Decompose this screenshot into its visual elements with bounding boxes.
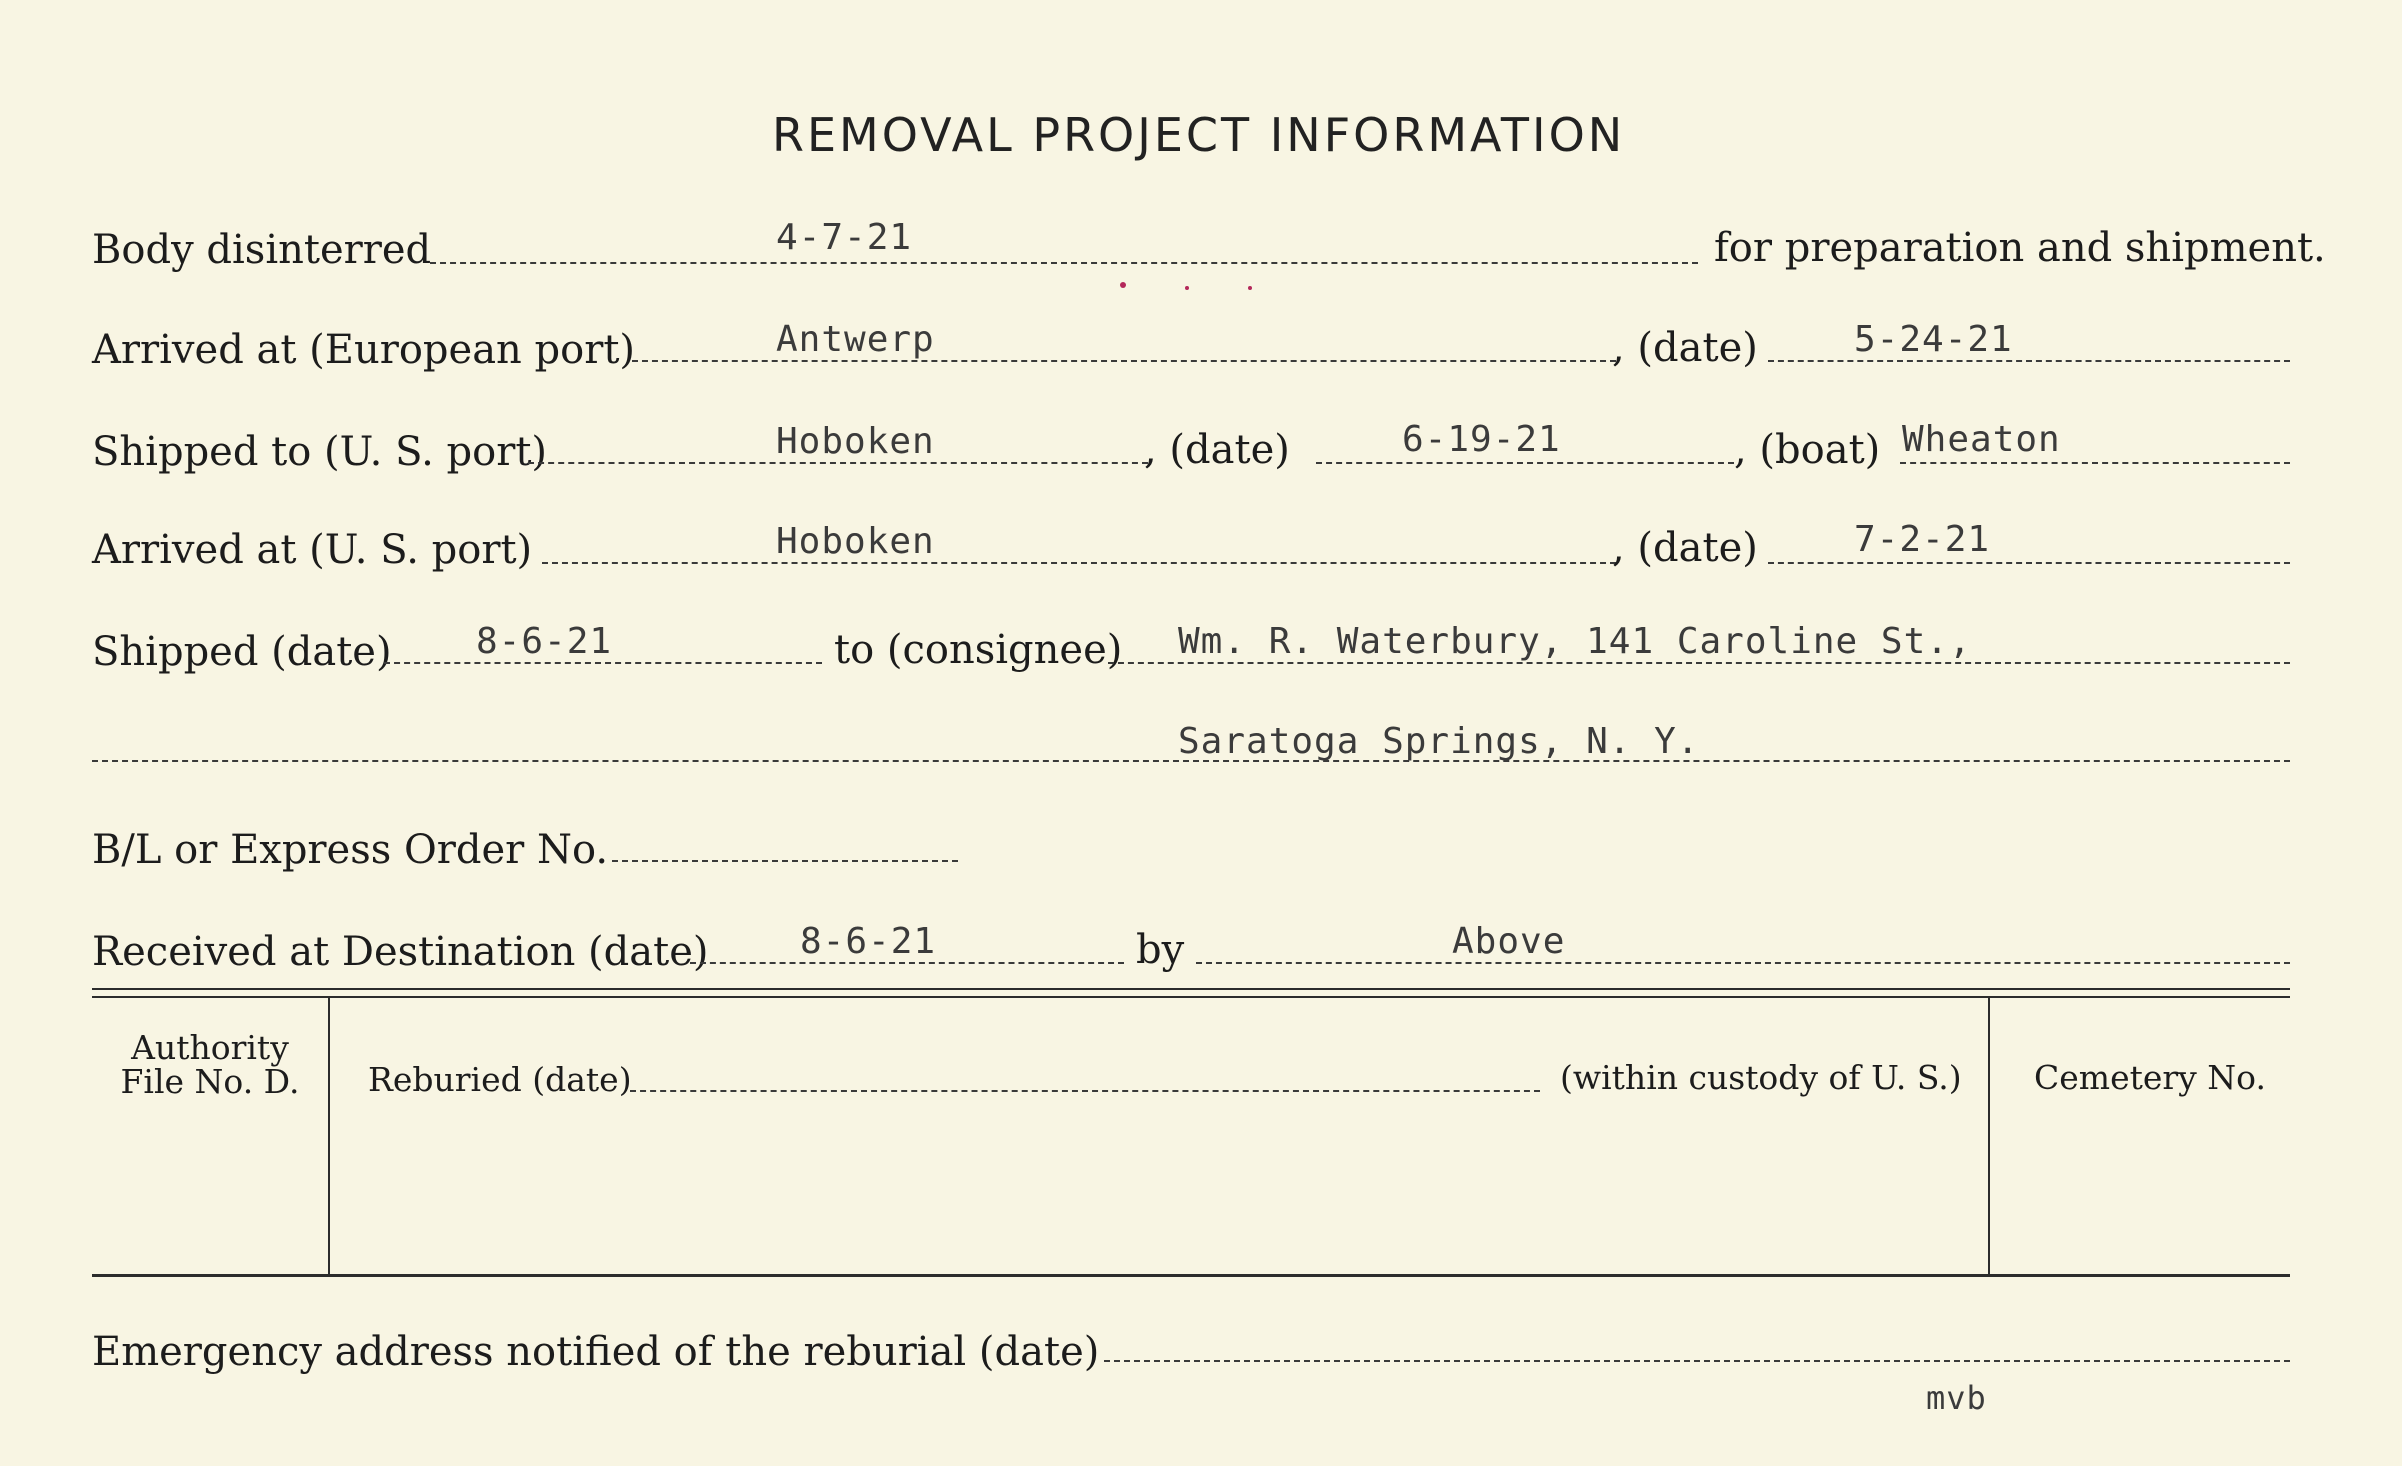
- by-line: [1196, 962, 2290, 964]
- arrived-us-port-label: Arrived at (U. S. port): [92, 527, 533, 573]
- bl-express-order-label: B/L or Express Order No.: [92, 827, 609, 873]
- bl-express-order-line: [612, 860, 958, 862]
- arrived-us-port-date-line: [1768, 562, 2290, 564]
- box-bottom-rule: [92, 1274, 2290, 1277]
- boat-value: Wheaton: [1902, 419, 2061, 460]
- body-disinterred-label: Body disinterred: [92, 227, 432, 273]
- box-divider-right: [1988, 998, 1990, 1274]
- boat-label: , (boat): [1734, 427, 1881, 473]
- shipped-date-value: 6-19-21: [1402, 419, 1561, 460]
- arrived-us-port-value: Hoboken: [776, 521, 935, 562]
- by-label: by: [1136, 927, 1185, 973]
- shipped-date-label: , (date): [1144, 427, 1290, 473]
- custody-label: (within custody of U. S.): [1560, 1058, 1962, 1097]
- reburied-line: [630, 1090, 1540, 1092]
- ink-mark: [1185, 286, 1189, 290]
- consignee-value-line1: Wm. R. Waterbury, 141 Caroline St.,: [1178, 621, 1972, 662]
- european-port-date-line: [1768, 360, 2290, 362]
- cemetery-no-label: Cemetery No.: [2034, 1058, 2266, 1097]
- shipped-us-port-line: [528, 462, 1148, 464]
- double-rule-top: [92, 988, 2290, 990]
- ink-mark: [1248, 286, 1252, 290]
- received-destination-line: [690, 962, 1124, 964]
- preparation-shipment-label: for preparation and shipment.: [1714, 225, 2326, 271]
- consignee-label: to (consignee): [834, 627, 1123, 673]
- arrived-european-port-label: Arrived at (European port): [92, 327, 636, 373]
- authority-label-line1: Authority: [131, 1028, 289, 1067]
- arrived-us-port-line: [542, 562, 1616, 564]
- european-port-line: [632, 360, 1616, 362]
- consignee-value-line2: Saratoga Springs, N. Y.: [1178, 721, 1700, 762]
- arrived-us-port-date: 7-2-21: [1854, 519, 1991, 560]
- body-disinterred-line: [430, 262, 1698, 264]
- consignee-line: [1108, 662, 2290, 664]
- box-divider-left: [328, 998, 330, 1274]
- european-port-date-label: , (date): [1612, 325, 1758, 371]
- boat-line: [1900, 462, 2290, 464]
- arrived-us-port-date-label: , (date): [1612, 525, 1758, 571]
- reburied-label: Reburied (date): [368, 1060, 632, 1099]
- ink-mark: [1120, 282, 1126, 288]
- double-rule-bottom: [92, 996, 2290, 998]
- shipped-date-line-row5: [384, 662, 822, 664]
- emergency-address-label: Emergency address notified of the reburial (date): [92, 1329, 1100, 1375]
- shipped-date-value-row5: 8-6-21: [476, 621, 613, 662]
- european-port-value: Antwerp: [776, 319, 935, 360]
- by-value: Above: [1452, 921, 1566, 962]
- emergency-address-line: [1104, 1360, 2290, 1362]
- authority-label-line2: File No. D.: [120, 1062, 300, 1101]
- shipped-date-line: [1316, 462, 1734, 464]
- shipped-us-port-label: Shipped to (U. S. port): [92, 429, 547, 475]
- received-destination-date: 8-6-21: [800, 921, 937, 962]
- shipped-date-label-row5: Shipped (date): [92, 629, 392, 675]
- body-disinterred-date: 4-7-21: [776, 217, 913, 258]
- shipped-us-port-value: Hoboken: [776, 421, 935, 462]
- received-destination-label: Received at Destination (date): [92, 929, 709, 975]
- clerk-initials: mvb: [1926, 1379, 1987, 1417]
- european-port-date: 5-24-21: [1854, 319, 2013, 360]
- card-title: REMOVAL PROJECT INFORMATION: [772, 108, 1626, 162]
